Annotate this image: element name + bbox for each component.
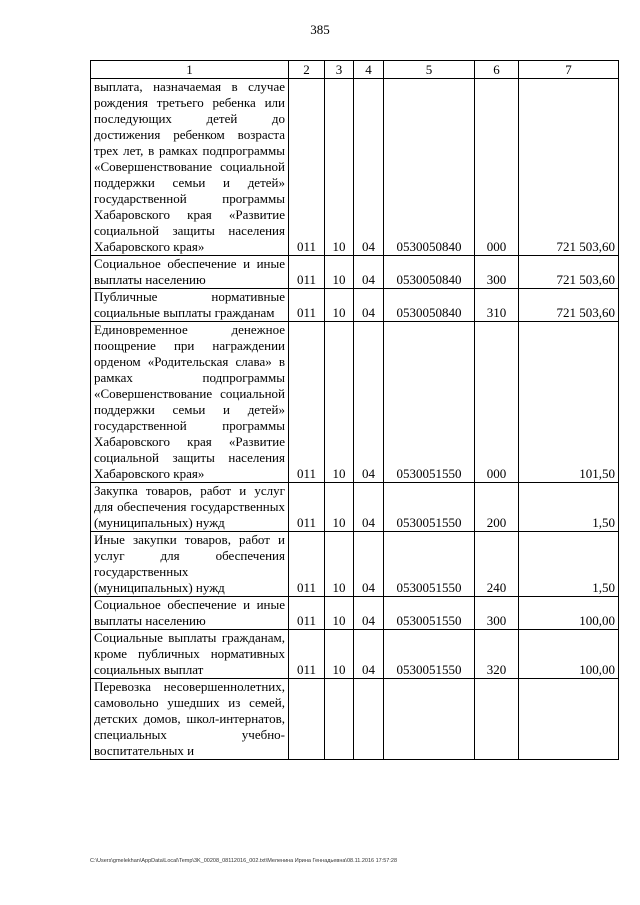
cell-section: 10 [325,597,354,630]
cell-section: 10 [325,256,354,289]
cell-section: 10 [325,630,354,679]
cell-amount: 101,50 [519,322,619,483]
column-header: 3 [325,61,354,79]
cell-subsection: 04 [354,597,384,630]
table-row [91,483,619,532]
table-row [91,679,619,760]
cell-expense-type: 000 [475,79,519,256]
cell-section: 10 [325,289,354,322]
cell-section: 10 [325,532,354,597]
cell-subsection: 04 [354,289,384,322]
cell-section [325,679,354,760]
cell-target-article: 0530051550 [384,630,475,679]
cell-subsection [354,679,384,760]
row-name: Социальное обеспечение и иные выплаты населению [91,256,289,289]
table-row [91,289,619,322]
cell-ministry-code: 011 [289,532,325,597]
cell-ministry-code: 011 [289,597,325,630]
cell-subsection: 04 [354,322,384,483]
document-footer-path: C:\Users\gmelekhan\AppData\Local\Temp\3K_00208_08112016_002.txt\Меленина Ирина Геннадьевна\08.11.2016 17:57:28 [90,858,398,864]
cell-target-article: 0530051550 [384,597,475,630]
cell-amount: 1,50 [519,483,619,532]
cell-amount: 100,00 [519,597,619,630]
cell-expense-type: 300 [475,597,519,630]
cell-ministry-code: 011 [289,79,325,256]
cell-subsection: 04 [354,256,384,289]
cell-expense-type: 300 [475,256,519,289]
cell-target-article: 0530050840 [384,289,475,322]
table-row [91,79,619,256]
cell-expense-type: 240 [475,532,519,597]
cell-target-article: 0530050840 [384,256,475,289]
table-row [91,256,619,289]
budget-table-container [90,60,619,760]
cell-amount: 721 503,60 [519,79,619,256]
cell-target-article: 0530051550 [384,483,475,532]
row-name: Иные закупки товаров, работ и услуг для обеспечения государственных (муниципальных) нужд [91,532,289,597]
cell-expense-type: 310 [475,289,519,322]
column-header: 4 [354,61,384,79]
cell-amount: 721 503,60 [519,289,619,322]
table-row [91,597,619,630]
cell-amount: 100,00 [519,630,619,679]
cell-ministry-code: 011 [289,483,325,532]
row-name: Публичные нормативные социальные выплаты гражданам [91,289,289,322]
column-header: 7 [519,61,619,79]
row-name: выплата, назначаемая в случае рождения третьего ребенка или последующих детей до достижения ребенком возраста трех лет, в рамках подпрограммы «Совершенствование социальной поддержки семьи и детей» государственной программы Хабаровского края «Развитие социальной защиты населения Хабаровского края» [91,79,289,256]
table-row [91,322,619,483]
cell-ministry-code: 011 [289,630,325,679]
cell-section: 10 [325,322,354,483]
row-name: Единовременное денежное поощрение при награждении орденом «Родительская слава» в рамках подпрограммы «Совершенствование социальной поддержки семьи и детей» государственной программы Хабаровского края «Развитие социальной защиты населения Хабаровского края» [91,322,289,483]
column-header: 5 [384,61,475,79]
cell-section: 10 [325,79,354,256]
table-header-row [91,61,619,79]
column-header: 6 [475,61,519,79]
cell-expense-type [475,679,519,760]
cell-expense-type: 320 [475,630,519,679]
cell-amount [519,679,619,760]
cell-expense-type: 200 [475,483,519,532]
cell-section: 10 [325,483,354,532]
cell-subsection: 04 [354,483,384,532]
cell-amount: 721 503,60 [519,256,619,289]
budget-table [90,60,619,760]
row-name: Перевозка несовершеннолетних, самовольно ушедших из семей, детских домов, школ-интернатов, специальных учебно-воспитательных и [91,679,289,760]
cell-ministry-code [289,679,325,760]
table-row [91,630,619,679]
column-header: 1 [91,61,289,79]
cell-target-article [384,679,475,760]
cell-ministry-code: 011 [289,322,325,483]
cell-subsection: 04 [354,630,384,679]
row-name: Социальное обеспечение и иные выплаты населению [91,597,289,630]
page-number: 385 [310,22,330,37]
cell-subsection: 04 [354,532,384,597]
row-name: Социальные выплаты гражданам, кроме публичных нормативных социальных выплат [91,630,289,679]
cell-target-article: 0530051550 [384,322,475,483]
cell-target-article: 0530050840 [384,79,475,256]
column-header: 2 [289,61,325,79]
cell-target-article: 0530051550 [384,532,475,597]
cell-amount: 1,50 [519,532,619,597]
cell-ministry-code: 011 [289,289,325,322]
cell-subsection: 04 [354,79,384,256]
cell-expense-type: 000 [475,322,519,483]
cell-ministry-code: 011 [289,256,325,289]
table-row [91,532,619,597]
row-name: Закупка товаров, работ и услуг для обеспечения государственных (муниципальных) нужд [91,483,289,532]
